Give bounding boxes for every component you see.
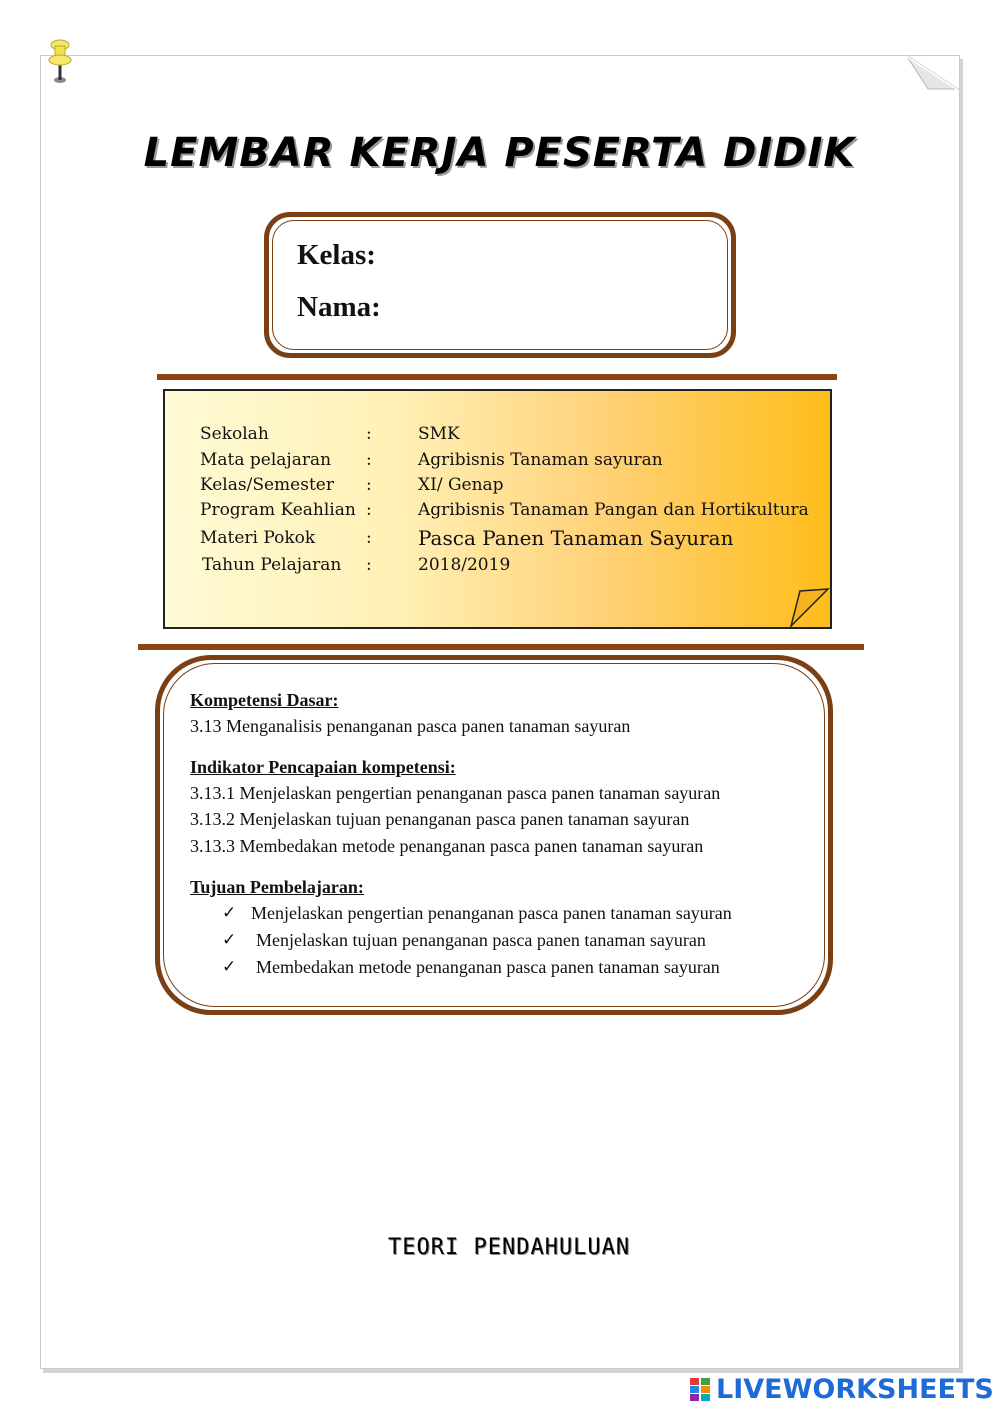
pushpin-icon: [46, 38, 74, 88]
page-fold-icon: [790, 588, 830, 628]
kompetensi-line: 3.13 Menganalisis penanganan pasca panen tanaman sayuran: [190, 716, 631, 736]
page-curl-icon: [906, 55, 960, 93]
identity-box: [264, 212, 736, 358]
indikator-heading: Indikator Pencapaian kompetensi:: [190, 757, 456, 777]
page-title: LEMBAR KERJA PESERTA DIDIK: [143, 130, 856, 176]
tujuan-item: Menjelaskan tujuan penanganan pasca panen tanaman sayuran: [256, 930, 706, 950]
section-title: TEORI PENDAHULUAN: [388, 1235, 631, 1260]
nama-label: Nama:: [297, 291, 381, 323]
brand-text: LIVEWORKSHEETS: [716, 1373, 994, 1405]
divider-middle: [138, 644, 864, 650]
check-icon: ✓: [222, 903, 237, 922]
liveworksheets-logo-icon: [690, 1376, 712, 1402]
tujuan-heading: Tujuan Pembelajaran:: [190, 877, 364, 897]
indikator-item: 3.13.2 Menjelaskan tujuan penanganan pasca panen tanaman sayuran: [190, 809, 690, 829]
check-icon: ✓: [222, 957, 237, 976]
kompetensi-heading: Kompetensi Dasar:: [190, 690, 339, 710]
tujuan-item: Menjelaskan pengertian penanganan pasca panen tanaman sayuran: [251, 903, 732, 923]
liveworksheets-brand[interactable]: [690, 1372, 994, 1406]
kelas-label: Kelas:: [297, 239, 376, 271]
check-icon: ✓: [222, 930, 237, 949]
divider-top: [157, 374, 837, 380]
indikator-item: 3.13.3 Membedakan metode penanganan pasca panen tanaman sayuran: [190, 836, 704, 856]
indikator-item: 3.13.1 Menjelaskan pengertian penanganan pasca panen tanaman sayuran: [190, 783, 721, 803]
tujuan-item: Membedakan metode penanganan pasca panen tanaman sayuran: [256, 957, 720, 977]
